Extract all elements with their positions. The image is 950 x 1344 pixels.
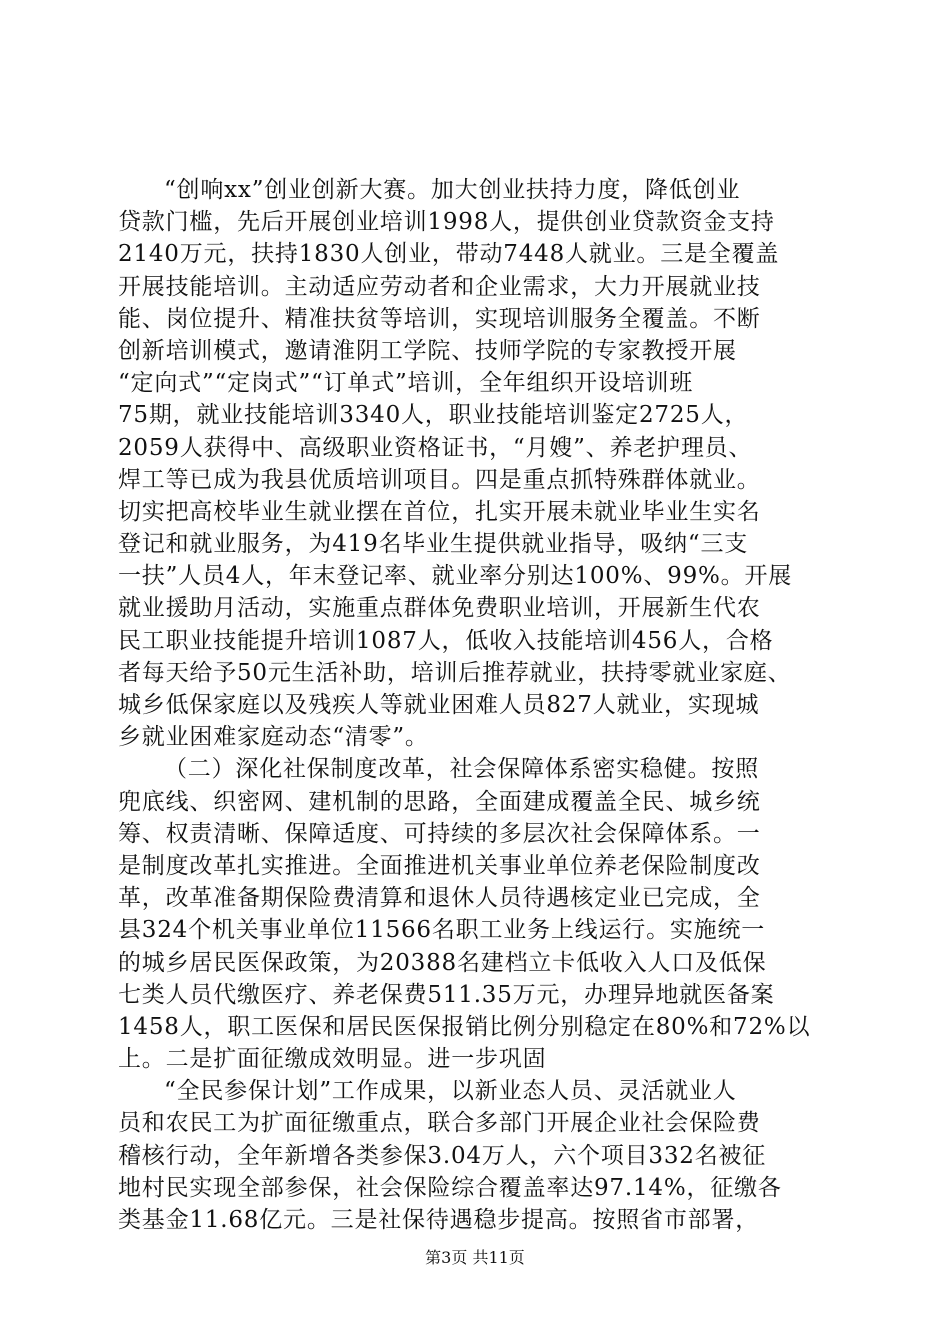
text-line: “创响xx”创业创新大赛。加大创业扶持力度，降低创业: [164, 177, 741, 203]
text-line: “全民参保计划”工作成果，以新业态人员、灵活就业人: [164, 1078, 737, 1105]
text-line: 乡就业困难家庭动态“清零”。: [118, 724, 429, 751]
text-line: 是制度改革扎实推进。全面推进机关事业单位养老保险制度改: [118, 852, 761, 879]
text-line: 员和农民工为扩面征缴重点，联合多部门开展企业社会保险费: [118, 1110, 761, 1137]
text-line: 75期，就业技能培训3340人，职业技能培训鉴定2725人，: [118, 402, 749, 429]
text-line: 1458人，职工医保和居民医保报销比例分别稳定在80%和72%以: [118, 1013, 811, 1040]
text-line: 2059人获得中、高级职业资格证书，“月嫂”、养老护理员、: [118, 434, 753, 461]
text-line: 2140万元，扶持1830人创业，带动7448人就业。三是全覆盖: [118, 241, 780, 268]
text-line: 开展技能培训。主动适应劳动者和企业需求，大力开展就业技: [118, 273, 761, 300]
text-line: 兜底线、织密网、建机制的思路，全面建成覆盖全民、城乡统: [118, 788, 761, 815]
text-line: 焊工等已成为我县优质培训项目。四是重点抓特殊群体就业。: [118, 466, 761, 493]
text-line: 上。二是扩面征缴成效明显。进一步巩固: [118, 1046, 547, 1073]
text-line: 切实把高校毕业生就业摆在首位，扎实开展未就业毕业生实名: [118, 498, 761, 525]
text-line: 七类人员代缴医疗、养老保费511.35万元，办理异地就医备案: [118, 981, 775, 1008]
text-line: 城乡低保家庭以及残疾人等就业困难人员827人就业，实现城: [118, 692, 760, 718]
text-line: 稽核行动，全年新增各类参保3.04万人，六个项目332名被征: [118, 1142, 767, 1169]
text-line: 一扶”人员4人，年末登记率、就业率分别达100%、99%。开展: [118, 563, 793, 590]
text-line: 就业援助月活动，实施重点群体免费职业培训，开展新生代农: [118, 595, 761, 622]
text-line: 民工职业技能提升培训1087人，低收入技能培训456人，合格: [118, 627, 774, 654]
text-line: 筹、权责清晰、保障适度、可持续的多层次社会保障体系。一: [118, 820, 761, 847]
text-line: 创新培训模式，邀请淮阴工学院、技师学院的专家教授开展: [118, 337, 737, 364]
text-line: 登记和就业服务，为419名毕业生提供就业指导，吸纳“三支: [118, 531, 749, 558]
text-line: 贷款门槛，先后开展创业培训1998人，提供创业贷款资金支持: [118, 209, 775, 236]
text-line: （二）深化社保制度改革，社会保障体系密实稳健。按照: [164, 756, 759, 783]
text-line: 的城乡居民医保政策，为20388名建档立卡低收入人口及低保: [118, 949, 767, 976]
text-line: 革，改革准备期保险费清算和退休人员待遇核定业已完成，全: [118, 885, 761, 912]
page-footer: 第3页 共11页: [425, 1248, 525, 1267]
text-line: “定向式”“定岗式”“订单式”培训，全年组织开设培训班: [118, 370, 694, 397]
text-line: 类基金11.68亿元。三是社保待遇稳步提高。按照省市部署，: [118, 1207, 760, 1233]
text-line: 地村民实现全部参保，社会保险综合覆盖率达97.14%，征缴各: [118, 1174, 782, 1201]
text-line: 者每天给予50元生活补助，培训后推荐就业，扶持零就业家庭、: [118, 659, 792, 686]
text-line: 县324个机关事业单位11566名职工业务上线运行。实施统一: [118, 917, 766, 944]
document-body: [118, 174, 834, 1236]
text-line: 能、岗位提升、精准扶贫等培训，实现培训服务全覆盖。不断: [118, 305, 761, 332]
